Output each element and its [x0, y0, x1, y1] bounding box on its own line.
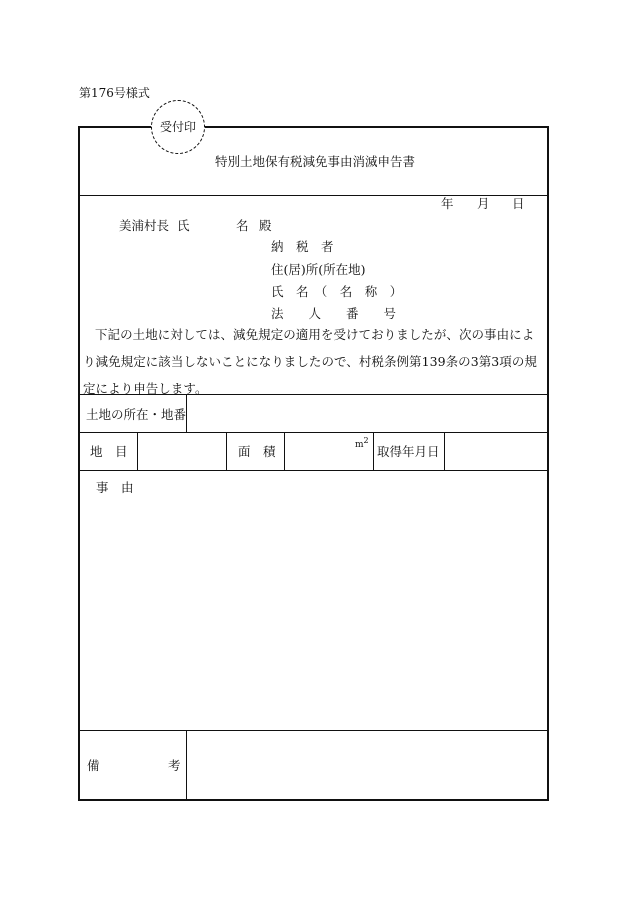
area-unit-base: m: [355, 440, 364, 450]
remarks-label-1: 備: [87, 758, 100, 773]
vline-remarks: [186, 730, 187, 801]
addressee-mei: 名: [236, 218, 249, 233]
applicant-taxpayer: 納 税 者: [271, 239, 334, 254]
area-label: 面 積: [238, 444, 276, 459]
vline-category-5: [444, 432, 445, 470]
reason-label: 事 由: [96, 480, 134, 495]
reception-stamp-label: 受付印: [159, 120, 196, 134]
location-value[interactable]: [269, 408, 545, 426]
date-month: 月: [477, 196, 490, 211]
vline-category-3: [284, 432, 285, 470]
divider-category: [80, 432, 547, 433]
addressee-shi: 氏: [177, 218, 190, 233]
applicant-address: 住(居)所(所在地): [271, 262, 366, 277]
vline-category-2: [226, 432, 227, 470]
remarks-label-2: 考: [168, 758, 181, 773]
date-day: 日: [512, 196, 525, 211]
date-year: 年: [441, 196, 454, 211]
form-title: 特別土地保有税減免事由消滅申告書: [214, 154, 415, 169]
divider-remarks: [80, 730, 547, 731]
divider-reason: [80, 470, 547, 471]
applicant-corp-number: 法 人 番 号: [271, 306, 397, 321]
area-unit: [355, 434, 369, 452]
form-number: 第176号様式: [79, 86, 150, 100]
land-category-label: 地 目: [90, 444, 128, 459]
location-label: 土地の所在・地番: [86, 407, 187, 422]
addressee-dono: 殿: [259, 218, 272, 233]
addressee-office: 美浦村長: [119, 218, 170, 233]
vline-category-4: [373, 432, 374, 470]
applicant-name: 氏 名 （ 名 称 ）: [271, 284, 403, 299]
acquisition-date-label: 取得年月日: [377, 444, 440, 459]
vline-category-1: [137, 432, 138, 470]
area-unit-sup: 2: [363, 436, 369, 445]
declaration-text: 下記の土地に対しては、減免規定の適用を受けておりましたが、次の事由により減免規定に該当しないことになりましたので、村税条例第139条の3第3項の規定により申告します。: [83, 327, 537, 396]
